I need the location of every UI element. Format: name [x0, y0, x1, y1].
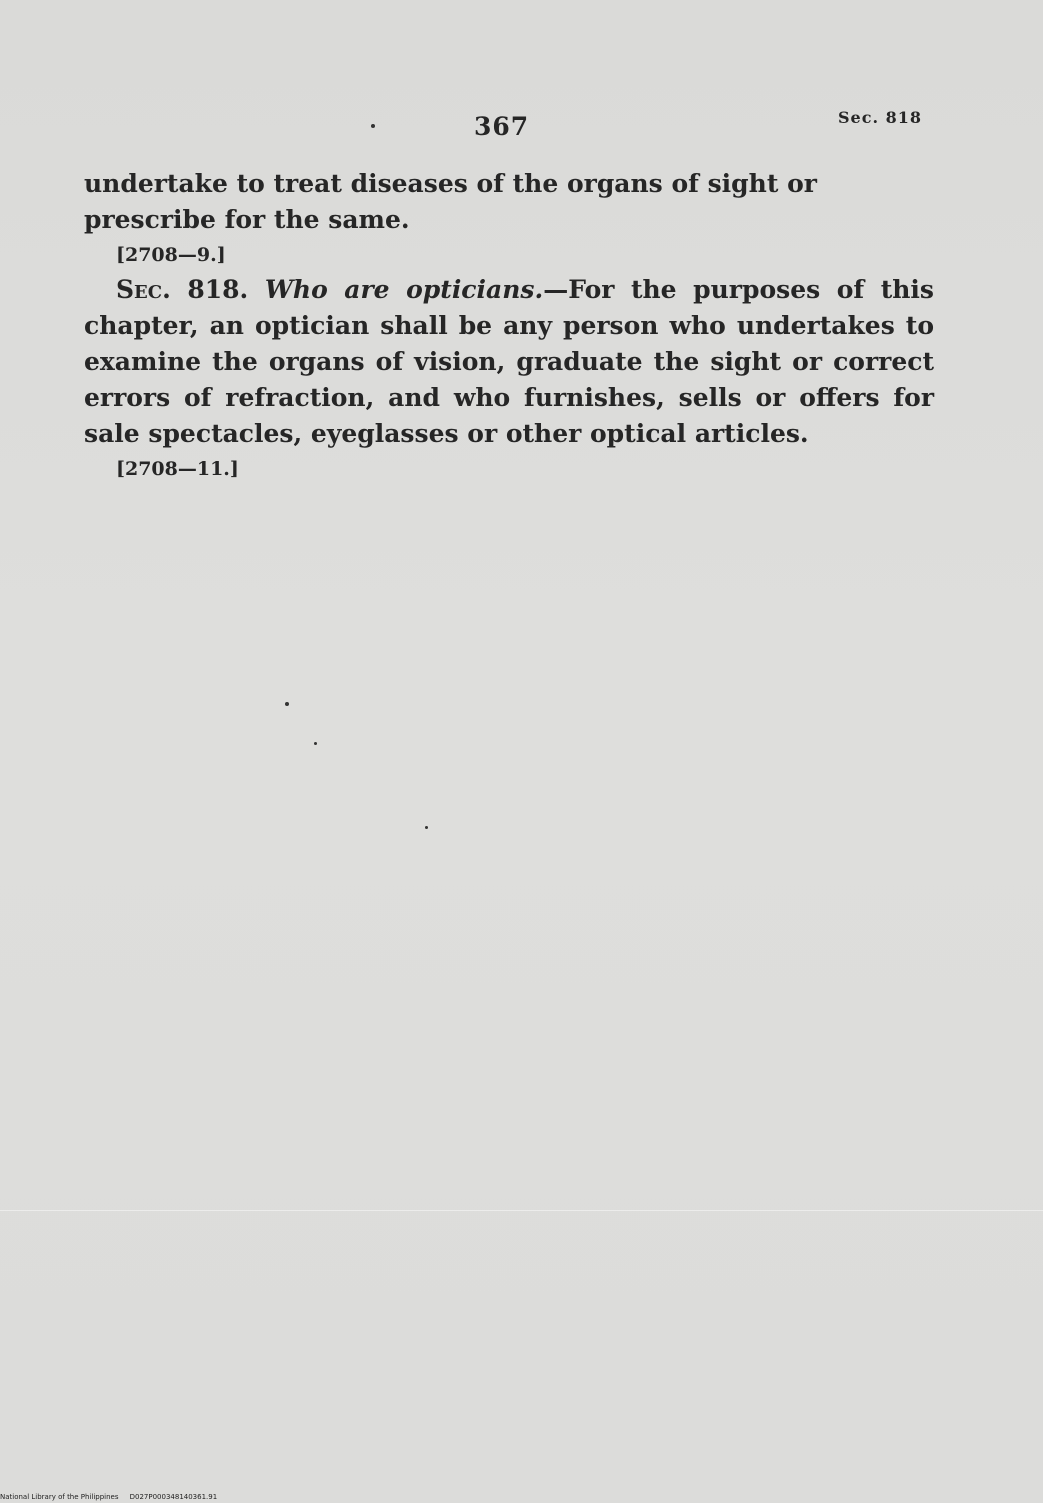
section-dash: —: [543, 275, 569, 304]
speck-mark: [314, 742, 317, 745]
paragraph-continued: undertake to treat diseases of the organs of sight or prescribe for the same.: [84, 169, 817, 234]
page-number: 367: [474, 112, 530, 141]
body-text: [84, 166, 934, 486]
section-818: [84, 272, 934, 452]
speck-mark: [425, 826, 428, 829]
scan-line: [0, 1210, 1043, 1211]
running-head: Sec. 818: [838, 108, 923, 127]
section-title: Who are opticians.: [264, 275, 544, 304]
speck-mark: [371, 124, 375, 128]
section-label: Sec. 818.: [116, 275, 249, 304]
section-body: For the purposes of this chapter, an optician shall be any person who undertakes to examine the organs of vision, graduate the sight or correct errors of refraction, and who furnishes, sells or offers for sale spectacles, eyeglasses or other optical articles.: [84, 275, 934, 448]
citation: [2708—9.]: [116, 244, 226, 266]
citation: [2708—11.]: [116, 458, 239, 480]
speck-mark: [285, 702, 289, 706]
scan-footer: National Library of the Philippines D027P000348140361.91: [0, 1493, 218, 1501]
